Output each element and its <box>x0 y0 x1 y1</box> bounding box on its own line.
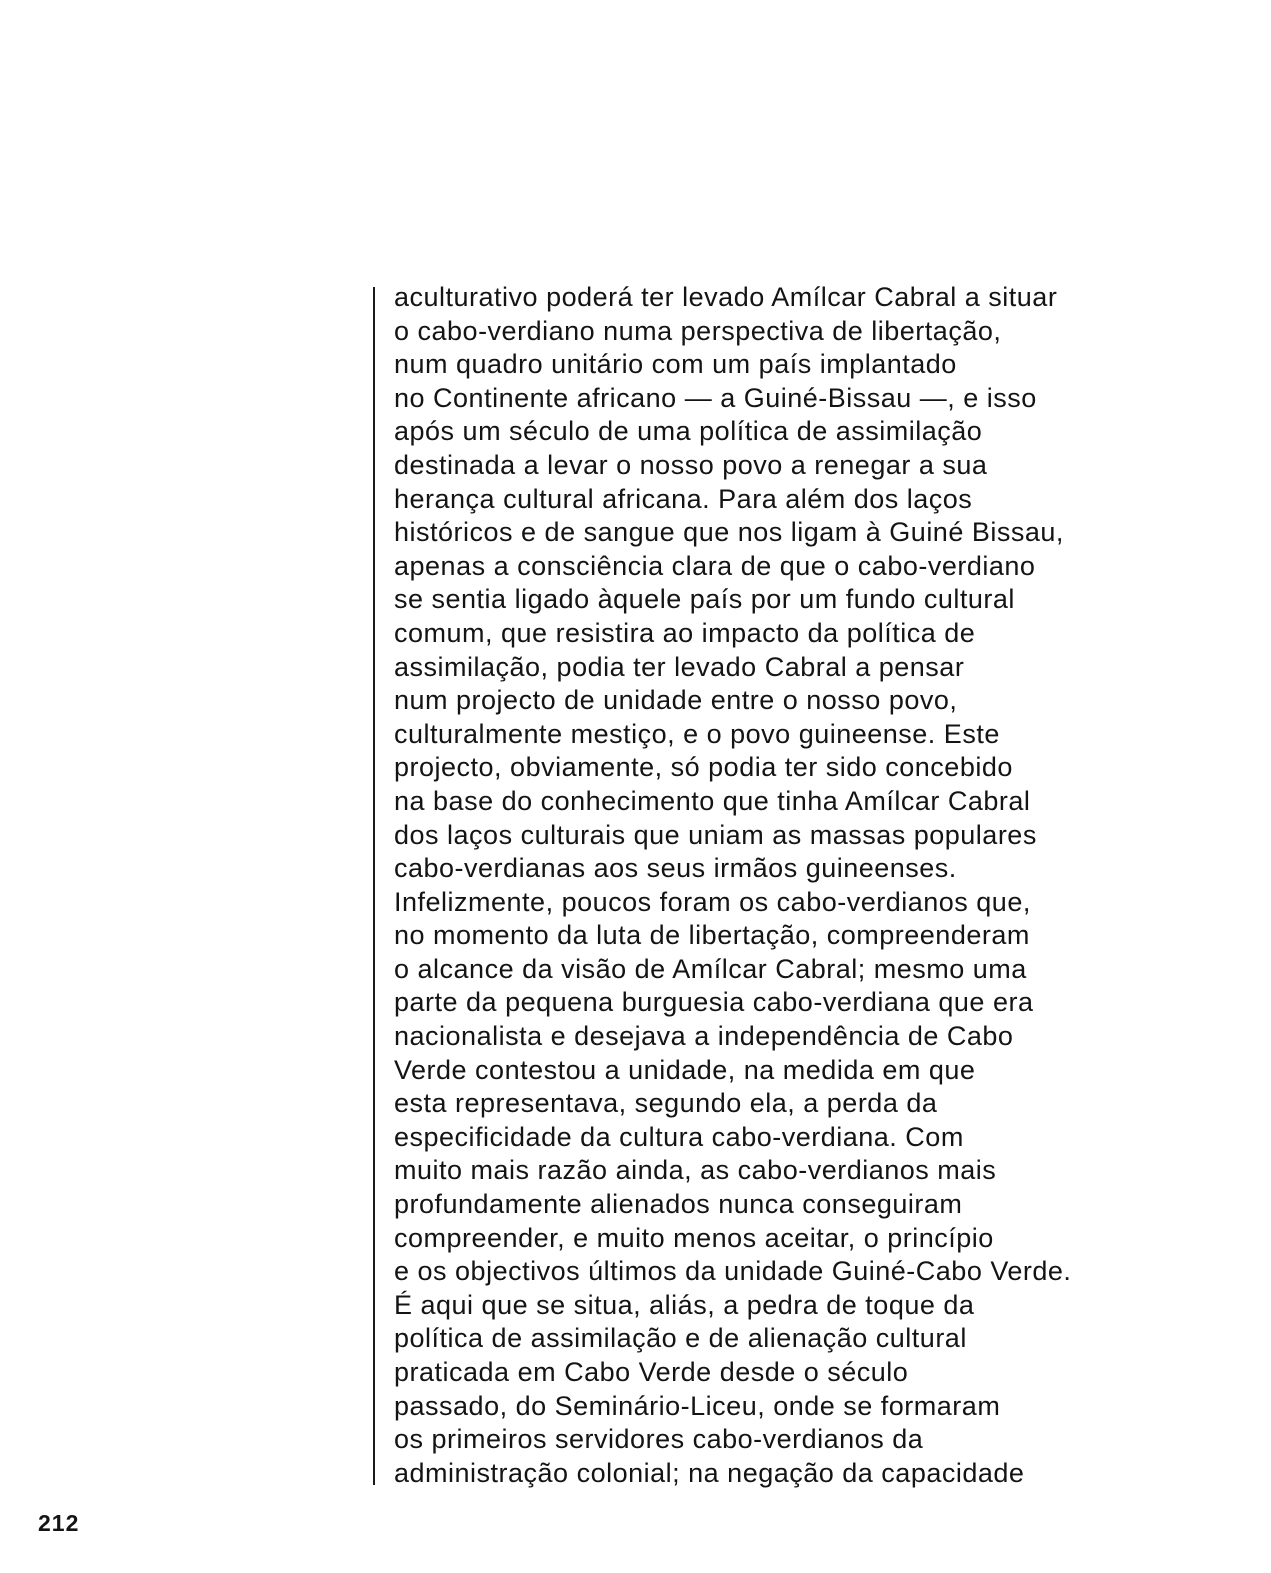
text-line: destinada a levar o nosso povo a renegar a sua <box>394 449 988 480</box>
text-line: É aqui que se situa, aliás, a pedra de toque da <box>394 1289 975 1320</box>
text-line: dos laços culturais que uniam as massas populares <box>394 819 1037 850</box>
text-line: na base do conhecimento que tinha Amílcar Cabral <box>394 785 1031 816</box>
text-line: herança cultural africana. Para além dos laços <box>394 483 973 514</box>
text-line: o alcance da visão de Amílcar Cabral; mesmo uma <box>394 953 1027 984</box>
text-line: históricos e de sangue que nos ligam à Guiné Bissau, <box>394 517 1064 548</box>
text-line: política de assimilação e de alienação cultural <box>394 1323 967 1354</box>
body-text <box>394 281 1254 1490</box>
text-line: num projecto de unidade entre o nosso povo, <box>394 685 958 716</box>
margin-rule <box>373 287 375 1485</box>
text-line: especificidade da cultura cabo-verdiana. Com <box>394 1121 964 1152</box>
text-line: comum, que resistira ao impacto da política de <box>394 617 976 648</box>
text-line: administração colonial; na negação da capacidade <box>394 1457 1025 1488</box>
text-line: muito mais razão ainda, as cabo-verdianos mais <box>394 1155 997 1186</box>
text-line: cabo-verdianas aos seus irmãos guineenses. <box>394 853 957 884</box>
text-line: assimilação, podia ter levado Cabral a pensar <box>394 651 965 682</box>
text-line: o cabo-verdiano numa perspectiva de libertação, <box>394 315 1002 346</box>
text-line: profundamente alienados nunca conseguiram <box>394 1189 963 1220</box>
text-line: os primeiros servidores cabo-verdianos da <box>394 1424 924 1455</box>
text-line: praticada em Cabo Verde desde o século <box>394 1357 909 1387</box>
text-line: passado, do Seminário-Liceu, onde se formaram <box>394 1390 1001 1421</box>
text-line: Infelizmente, poucos foram os cabo-verdianos que, <box>394 886 1031 917</box>
text-line: no momento da luta de libertação, compreenderam <box>394 920 1030 951</box>
text-line: nacionalista e desejava a independência de Cabo <box>394 1021 1014 1052</box>
text-line: culturalmente mestiço, e o povo guineense. Este <box>394 718 1000 749</box>
text-line: projecto, obviamente, só podia ter sido concebido <box>394 752 1013 783</box>
text-line: aculturativo poderá ter levado Amílcar Cabral a situar <box>394 282 1058 312</box>
text-line: esta representava, segundo ela, a perda da <box>394 1088 938 1119</box>
text-line: no Continente africano — a Guiné-Bissau —, e isso <box>394 382 1037 413</box>
text-line: após um século de uma política de assimilação <box>394 416 983 447</box>
text-line: apenas a consciência clara de que o cabo-verdiano <box>394 550 1036 581</box>
page-number: 212 <box>38 1510 80 1536</box>
text-line: e os objectivos últimos da unidade Guiné-Cabo Verde. <box>394 1256 1072 1287</box>
text-line: parte da pequena burguesia cabo-verdiana que era <box>394 987 1034 1018</box>
text-line: compreender, e muito menos aceitar, o princípio <box>394 1222 994 1253</box>
text-line: se sentia ligado àquele país por um fundo cultural <box>394 584 1015 615</box>
text-line: Verde contestou a unidade, na medida em que <box>394 1054 976 1085</box>
text-line: num quadro unitário com um país implantado <box>394 349 957 380</box>
